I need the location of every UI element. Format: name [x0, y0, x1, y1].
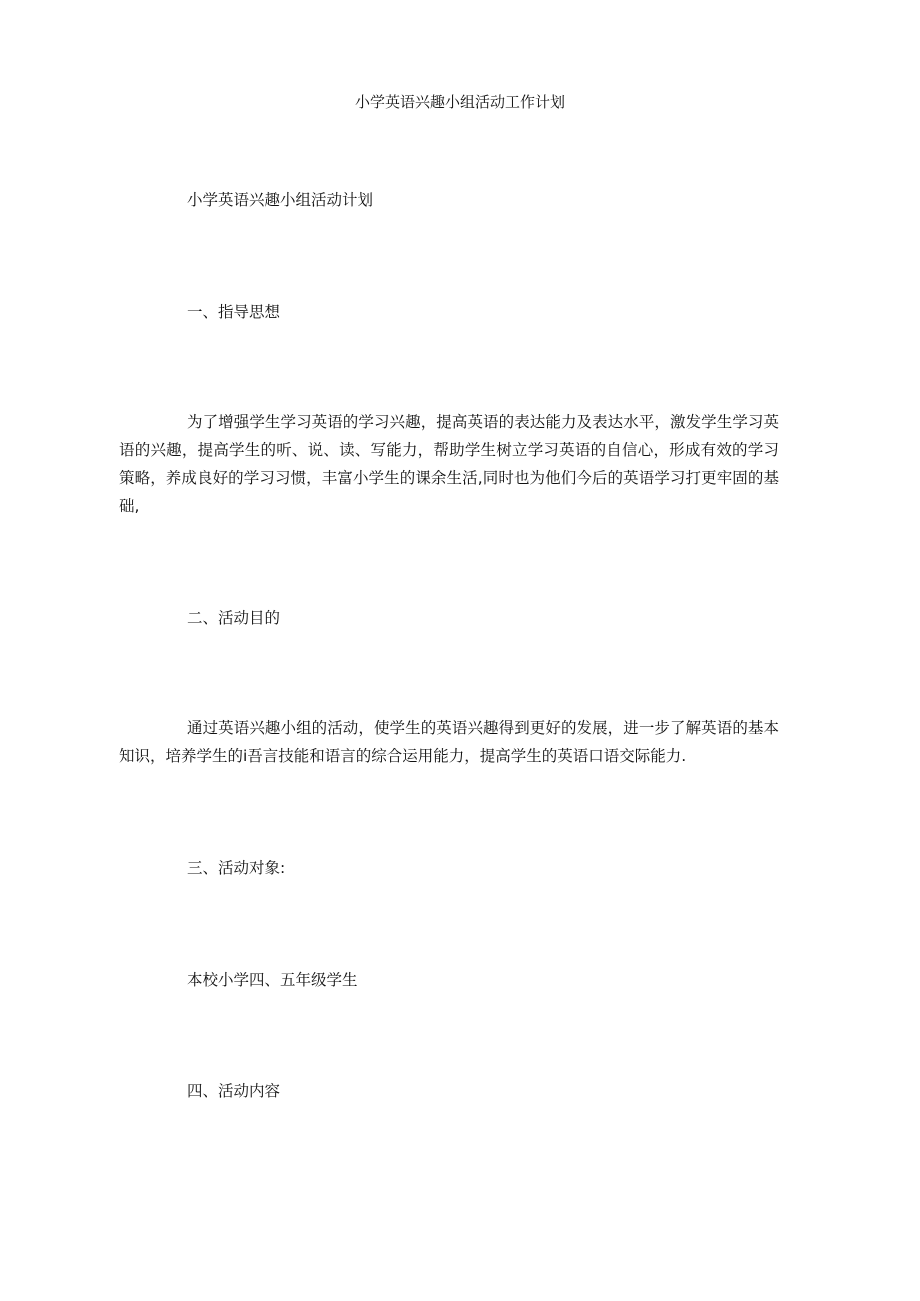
document-title: 小学英语兴趣小组活动工作计划 [354, 93, 565, 111]
section-body-guiding-idea: 为了增强学生学习英语的学习兴趣，提高英语的表达能力及表达水平，激发学生学习英语的兴趣，提高学生的听、说、读、写能力，帮助学生树立学习英语的自信心，形成有效的学习策略，养成良好的学习习惯，丰富小学生的课余生活,同时也为他们今后的英语学习打更牢固的基础, [119, 413, 779, 515]
section-body-purpose: 通过英语兴趣小组的活动，使学生的英语兴趣得到更好的发展，进一步了解英语的基本知识，培养学生的i吾言技能和语言的综合运用能力，提高学生的英语口语交际能力. [119, 719, 779, 765]
section-heading-guiding-idea: 一、指导思想 [187, 303, 281, 321]
section-heading-participants: 三、活动对象: [187, 859, 286, 877]
section-heading-content: 四、活动内容 [187, 1082, 281, 1100]
section-heading-purpose: 二、活动目的 [187, 609, 281, 627]
document-subtitle: 小学英语兴趣小组活动计划 [187, 191, 374, 209]
section-body-participants: 本校小学四、五年级学生 [187, 971, 358, 989]
